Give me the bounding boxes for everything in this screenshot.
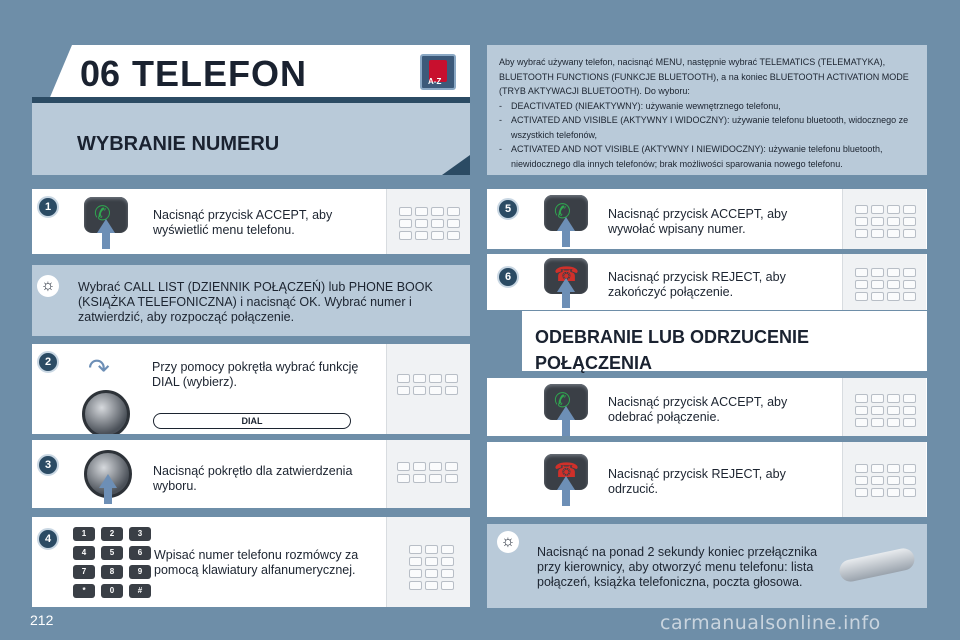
tip-call-list-text: Wybrać CALL LIST (DZIENNIK POŁĄCZEŃ) lub PHONE BOOK (KSIĄŻKA TELEFONICZNA) i nacisnąć OK. Wybrać numer i zatwierdzić, aby rozpocząć połączenie. xyxy=(78,280,433,324)
phone-accept-icon: ✆ xyxy=(94,203,111,225)
step-3-text: Nacisnąć pokrętło dla zatwierdzenia wyboru. xyxy=(153,464,353,493)
chapter-number: 06 xyxy=(80,53,121,94)
bluetooth-info-box xyxy=(487,45,927,175)
step-number-6: 6 xyxy=(497,266,519,288)
press-arrow-icon xyxy=(99,474,117,488)
step-number-3: 3 xyxy=(37,454,59,476)
tip-steering-stalk-box xyxy=(487,524,927,608)
info-option: - ACTIVATED AND VISIBLE (AKTYWNY I WIDOCZNY): używanie telefonu bluetooth, widocznego ze wszystkich telefonów, xyxy=(499,113,915,142)
press-arrow-stem xyxy=(562,420,570,436)
step-1-box xyxy=(32,189,470,254)
chapter-title: TELEFON xyxy=(132,53,307,94)
radio-keys xyxy=(409,545,454,590)
tip-sun-icon: ☼ xyxy=(497,531,519,553)
step-2-text: Przy pomocy pokrętła wybrać funkcję DIAL (wybierz). xyxy=(152,360,359,389)
radio-panel-image xyxy=(386,344,470,434)
az-index-icon xyxy=(420,54,456,90)
keypad-key: 8 xyxy=(101,565,123,579)
radio-keys xyxy=(397,462,458,483)
tip-steering-stalk-text: Nacisnąć na ponad 2 sekundy koniec przełącznika przy kierownicy, aby otworzyć menu telefonu: lista połączeń, książka telefoniczna, poczta głosowa. xyxy=(537,545,818,589)
phone-reject-icon: ☎ xyxy=(554,264,579,286)
press-arrow-stem xyxy=(102,233,110,249)
radio-panel-image xyxy=(386,189,470,254)
press-arrow-stem xyxy=(104,488,112,504)
radio-keys xyxy=(855,268,916,301)
press-arrow-stem xyxy=(562,490,570,506)
az-label: A-Z xyxy=(428,77,442,86)
step-1-text: Nacisnąć przycisk ACCEPT, aby wyświetlić menu telefonu. xyxy=(153,208,333,237)
receive-accept-text: Nacisnąć przycisk ACCEPT, aby odebrać połączenie. xyxy=(608,395,788,424)
info-option: - DEACTIVATED (NIEAKTYWNY): używanie wewnętrznego telefonu, xyxy=(499,99,915,114)
press-arrow-icon xyxy=(557,278,575,292)
keypad-key: 1 xyxy=(73,527,95,541)
phone-accept-icon: ✆ xyxy=(554,201,571,223)
radio-keys xyxy=(399,207,460,240)
phone-accept-icon: ✆ xyxy=(554,390,571,412)
chapter-header xyxy=(32,45,470,175)
radio-panel-image xyxy=(842,442,926,517)
receive-section-title: ODEBRANIE LUB ODRZUCENIE POŁĄCZENIA xyxy=(535,327,810,373)
alphanumeric-keypad xyxy=(73,527,151,598)
step-number-5: 5 xyxy=(497,198,519,220)
radio-panel-image xyxy=(386,517,470,607)
section-title: WYBRANIE NUMERU xyxy=(77,133,280,155)
phone-reject-icon: ☎ xyxy=(554,460,579,482)
step-6-text: Nacisnąć przycisk REJECT, aby zakończyć połączenie. xyxy=(608,270,786,299)
receive-reject-box xyxy=(487,442,927,517)
radio-keys xyxy=(855,205,916,238)
press-arrow-stem xyxy=(562,231,570,247)
steering-stalk-illustration xyxy=(838,546,917,583)
keypad-key: 5 xyxy=(101,546,123,560)
keypad-key: 7 xyxy=(73,565,95,579)
step-number-2: 2 xyxy=(37,351,59,373)
step-5-box xyxy=(487,189,927,249)
radio-keys xyxy=(855,394,916,427)
radio-panel-image xyxy=(842,189,926,249)
receive-reject-text: Nacisnąć przycisk REJECT, aby odrzucić. xyxy=(608,467,786,496)
step-6-box xyxy=(487,254,927,310)
receive-accept-box xyxy=(487,378,927,436)
step-4-text: Wpisać numer telefonu rozmówcy za pomocą klawiatury alfanumerycznej. xyxy=(154,548,359,577)
keypad-key: 0 xyxy=(101,584,123,598)
rotary-knob-illustration xyxy=(82,390,130,434)
tip-call-list-box xyxy=(32,265,470,336)
press-arrow-icon xyxy=(557,406,575,420)
header-triangle xyxy=(442,155,470,175)
keypad-key: 4 xyxy=(73,546,95,560)
keypad-key: * xyxy=(73,584,95,598)
dial-badge: DIAL xyxy=(153,413,351,429)
step-number-1: 1 xyxy=(37,196,59,218)
info-option: - ACTIVATED AND NOT VISIBLE (AKTYWNY I NIEWIDOCZNY): używanie telefonu bluetooth, niewidocznego dla innych telefonów; brak możliwości sparowania nowego telefonu. xyxy=(499,142,915,171)
radio-keys xyxy=(397,374,458,395)
keypad-key: # xyxy=(129,584,151,598)
step-3-box xyxy=(32,440,470,508)
press-arrow-stem xyxy=(562,292,570,308)
radio-panel-image xyxy=(842,378,926,436)
step-5-text: Nacisnąć przycisk ACCEPT, aby wywołać wpisany numer. xyxy=(608,207,788,236)
keypad-key: 3 xyxy=(129,527,151,541)
press-arrow-icon xyxy=(557,217,575,231)
info-intro: Aby wybrać używany telefon, nacisnąć MENU, następnie wybrać TELEMATICS (TELEMATYKA), BLUETOOTH FUNCTIONS (FUNKCJE BLUETOOTH), a na koniec BLUETOOTH ACTIVATION MODE (TRYB AKTYWACJI BLUETOOTH). Do wyboru: xyxy=(499,57,909,96)
press-arrow-icon xyxy=(97,219,115,233)
watermark: carmanualsonline.info xyxy=(660,612,881,634)
keypad-key: 2 xyxy=(101,527,123,541)
keypad-key: 9 xyxy=(129,565,151,579)
info-options-list xyxy=(499,99,915,172)
rotate-arrow-icon: ↷ xyxy=(88,353,110,383)
press-arrow-icon xyxy=(557,476,575,490)
radio-panel-image xyxy=(842,254,926,310)
page-number: 212 xyxy=(30,612,54,628)
tip-sun-icon: ☼ xyxy=(37,275,59,297)
radio-panel-image xyxy=(386,440,470,508)
receive-section-header xyxy=(522,311,927,371)
radio-keys xyxy=(855,464,916,497)
step-number-4: 4 xyxy=(37,528,59,550)
keypad-key: 6 xyxy=(129,546,151,560)
